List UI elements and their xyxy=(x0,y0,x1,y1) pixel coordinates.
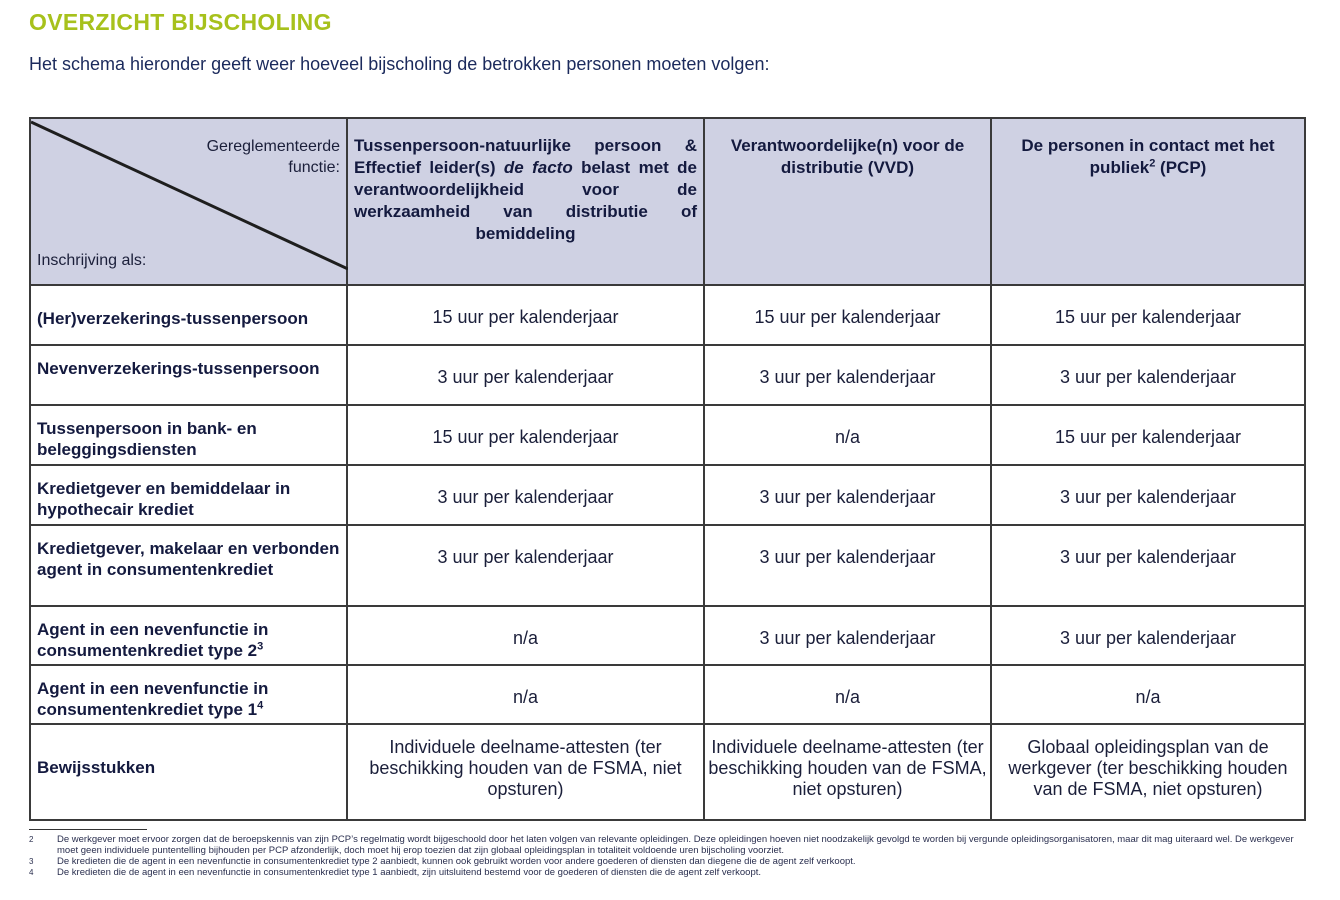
column-header-intermediary: Tussenpersoon-natuurlijke persoon & Effectief leider(s) de facto belast met de verantwoordelijkheid voor de werkzaamheid van distributie of bemiddeling xyxy=(347,118,704,285)
footnote-divider xyxy=(29,829,147,830)
row-label: Nevenverzekerings-tussenpersoon xyxy=(30,345,347,405)
table-cell: 3 uur per kalenderjaar xyxy=(991,606,1305,665)
table-row xyxy=(30,345,1305,405)
footnote-number: 3 xyxy=(29,857,34,866)
footnote-number: 4 xyxy=(29,868,34,877)
table-cell: 3 uur per kalenderjaar xyxy=(347,525,704,606)
footnote xyxy=(29,867,1314,878)
table-cell: n/a xyxy=(704,665,991,724)
footnote-text: De werkgever moet ervoor zorgen dat de beroepskennis van zijn PCP’s regelmatig wordt bijgeschoold door het laten volgen van relevante opleidingen. Deze opleidingen hoeven niet noodzakelijk gevolgd te worden bij vergunde opleidingsorganisatoren, maar dit mag uiteraard wel. De werkgever moet geen individuele puntentelling bijhouden per PCP afzonderlijk, doch moet hij erop toezien dat zijn globaal opleidingsplan in totaliteit voldoende uren bijscholing voorziet. xyxy=(57,834,1294,856)
table-cell: 3 uur per kalenderjaar xyxy=(347,345,704,405)
table-cell: 3 uur per kalenderjaar xyxy=(991,465,1305,525)
table-cell: Individuele deelname-attesten (ter beschikking houden van de FSMA, niet opsturen) xyxy=(704,724,991,820)
row-label: Bewijsstukken xyxy=(30,724,347,820)
row-label: Agent in een nevenfunctie in consumentenkrediet type $2^3$ xyxy=(30,606,347,665)
table-cell: Globaal opleidingsplan van de werkgever (ter beschikking houden van de FSMA, niet opsturen) xyxy=(991,724,1305,820)
table-row xyxy=(30,525,1305,606)
table-row xyxy=(30,606,1305,665)
table-row xyxy=(30,465,1305,525)
corner-function-label: Gereglementeerde functie: xyxy=(206,138,340,176)
footnote xyxy=(29,856,1314,867)
table-cell: 15 uur per kalenderjaar xyxy=(347,405,704,465)
table-row xyxy=(30,405,1305,465)
table-cell: 15 uur per kalenderjaar xyxy=(991,285,1305,345)
table-cell: n/a xyxy=(347,665,704,724)
table-row xyxy=(30,665,1305,724)
header-row xyxy=(30,118,1305,285)
table-cell: 3 uur per kalenderjaar xyxy=(704,465,991,525)
row-label: Agent in een nevenfunctie in consumentenkrediet type $1^4$ xyxy=(30,665,347,724)
intro-text: Het schema hieronder geeft weer hoeveel bijscholing de betrokken personen moeten volgen: xyxy=(29,54,770,74)
table-cell: Individuele deelname-attesten (ter beschikking houden van de FSMA, niet opsturen) xyxy=(347,724,704,820)
footnote-text: De kredieten die de agent in een nevenfunctie in consumentenkrediet type 2 aanbiedt, kunnen ook gebruikt worden voor andere goederen of diensten dan diegene die de agent zelf verkoopt. xyxy=(57,856,856,867)
footnotes xyxy=(29,834,1314,878)
table-cell: n/a xyxy=(347,606,704,665)
training-overview-table xyxy=(29,117,1306,821)
table-cell: 3 uur per kalenderjaar xyxy=(991,345,1305,405)
page-title: OVERZICHT BIJSCHOLING xyxy=(29,9,332,35)
proof-row xyxy=(30,724,1305,820)
table-row xyxy=(30,285,1305,345)
table-cell: 15 uur per kalenderjaar xyxy=(347,285,704,345)
table-cell: 15 uur per kalenderjaar xyxy=(991,405,1305,465)
footnote xyxy=(29,834,1314,856)
table-cell: 3 uur per kalenderjaar xyxy=(347,465,704,525)
column-header-pcp: De personen in contact met het publiek$^2$ (PCP) xyxy=(991,118,1305,285)
table-cell: 15 uur per kalenderjaar xyxy=(704,285,991,345)
corner-registration-label: Inschrijving als: xyxy=(37,252,147,269)
row-label: Kredietgever en bemiddelaar in hypothecair krediet xyxy=(30,465,347,525)
column-header-vvd: Verantwoordelijke(n) voor de distributie (VVD) xyxy=(704,118,991,285)
row-label: Kredietgever, makelaar en verbonden agent in consumentenkrediet xyxy=(30,525,347,606)
row-label: Tussenpersoon in bank- en beleggingsdiensten xyxy=(30,405,347,465)
table-cell: n/a xyxy=(991,665,1305,724)
row-label: (Her)verzekerings-tussenpersoon xyxy=(30,285,347,345)
table-cell: 3 uur per kalenderjaar xyxy=(704,525,991,606)
footnote-number: 2 xyxy=(29,835,34,844)
table-cell: 3 uur per kalenderjaar xyxy=(704,345,991,405)
corner-cell xyxy=(30,118,347,285)
footnote-text: De kredieten die de agent in een nevenfunctie in consumentenkrediet type 1 aanbiedt, zijn uitsluitend bestemd voor de goederen of diensten die de agent zelf verkoopt. xyxy=(57,867,762,878)
table-cell: n/a xyxy=(704,405,991,465)
table-cell: 3 uur per kalenderjaar xyxy=(991,525,1305,606)
table-cell: 3 uur per kalenderjaar xyxy=(704,606,991,665)
